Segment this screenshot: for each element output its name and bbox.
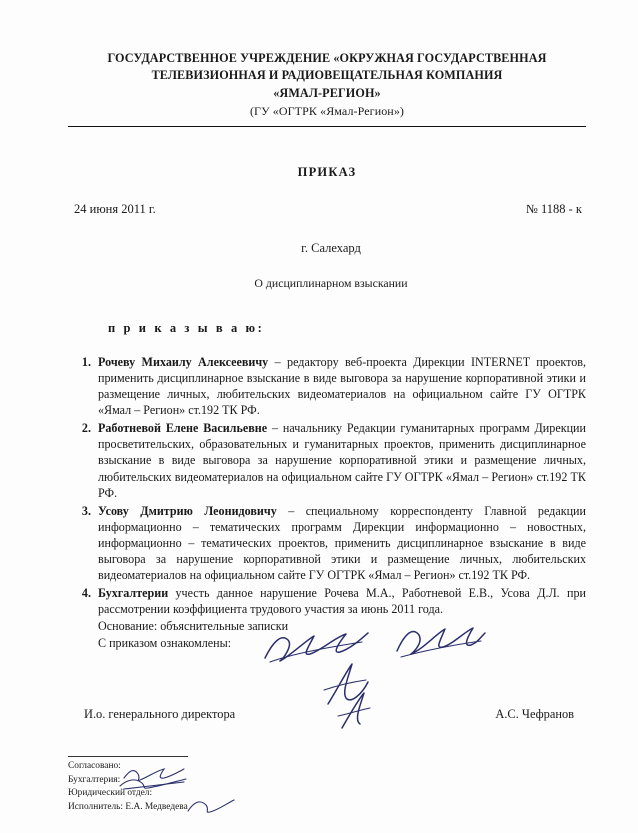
approvals-block (68, 756, 188, 815)
document-number: № 1188 - к (525, 202, 582, 217)
acknowledgement-line: С приказом ознакомлены: (98, 636, 232, 651)
item-text: – начальнику Редакции гуманитарных программ Дирекции просветительских, образовательных и гуманитарных проектов, применить дисциплинарное взыскание в виде выговора за нарушение корпоративной этики и размещение личных, любительских видеоматериалов на официальном сайте ГУ ОГТРК «Ямал – Регион» ст.192 ТК РФ. (98, 421, 586, 500)
handwritten-approval-3 (186, 797, 236, 817)
list-item (94, 503, 586, 583)
signer-position: И.о. генерального директора (84, 707, 236, 722)
document-city: г. Салехард (301, 241, 361, 256)
document-title: ПРИКАЗ (297, 165, 357, 180)
item-text: учесть данное нарушение Рочева М.А., Работневой Е.В., Усова Д.Л. при рассмотрении коэффициента трудового участия за июнь 2011 года. (98, 586, 586, 617)
item-person-name: Усову Дмитрию Леонидовичу (98, 503, 277, 518)
list-item (94, 420, 586, 500)
approvals-line-executor: Исполнитель: Е.А. Медведева (68, 801, 188, 812)
approvals-line-accounting: Бухгалтерия: (68, 774, 121, 785)
item-text: – специальному корреспонденту Главной редакции информационно – тематических программ Дирекции информационно – новостных, информационно – тематических проектов, применить дисциплинарное взыскание в виде выговора за нарушение корпоративной этики и размещение личных, любительских видеоматериалов на официальном сайте ГУ ОГТРК «Ямал – Регион» ст.192 ТК РФ. (98, 503, 586, 583)
list-item (94, 354, 586, 418)
org-header-line-1: ГОСУДАРСТВЕННОЕ УЧРЕЖДЕНИЕ «ОКРУЖНАЯ ГОСУДАРСТВЕННАЯ (107, 51, 547, 65)
document-meta (68, 202, 586, 217)
order-items-list (68, 354, 586, 617)
basis-line: Основание: объяснительные записки (98, 619, 289, 634)
item-text: – редактору веб-проекта Дирекции INTERNET проектов, применить дисциплинарное взыскание в виде выговора за нарушение корпоративной этики и размещение личных, любительских видеоматериалов на официальном сайте ГУ ОГТРК «Ямал – Регион» ст.192 ТК РФ. (98, 355, 586, 418)
org-header-line-2: ТЕЛЕВИЗИОННАЯ И РАДИОВЕЩАТЕЛЬНАЯ КОМПАНИЯ (151, 68, 503, 83)
item-person-name: Работневой Елене Васильевне (98, 421, 268, 436)
approvals-line-legal: Юридический отдел: (68, 788, 153, 799)
item-person-name: Бухгалтерии (98, 586, 169, 601)
document-subject: О дисциплинарном взыскании (254, 276, 408, 291)
org-header-line-4: (ГУ «ОГТРК «Ямал-Регион») (249, 103, 405, 118)
approvals-heading: Согласовано: (68, 761, 121, 771)
document-date: 24 июня 2011 г. (74, 202, 156, 217)
list-item (94, 585, 586, 617)
organization-header (68, 50, 586, 127)
item-person-name: Рочеву Михаилу Алексеевичу (98, 355, 269, 370)
header-divider (68, 126, 586, 127)
org-header-line-3: «ЯМАЛ-РЕГИОН» (273, 85, 381, 100)
approvals-divider (68, 756, 188, 757)
order-keyword: п р и к а з ы в а ю: (108, 321, 265, 336)
signature-row (68, 707, 586, 722)
document-body (68, 50, 586, 722)
signer-name: А.С. Чефранов (495, 707, 574, 722)
